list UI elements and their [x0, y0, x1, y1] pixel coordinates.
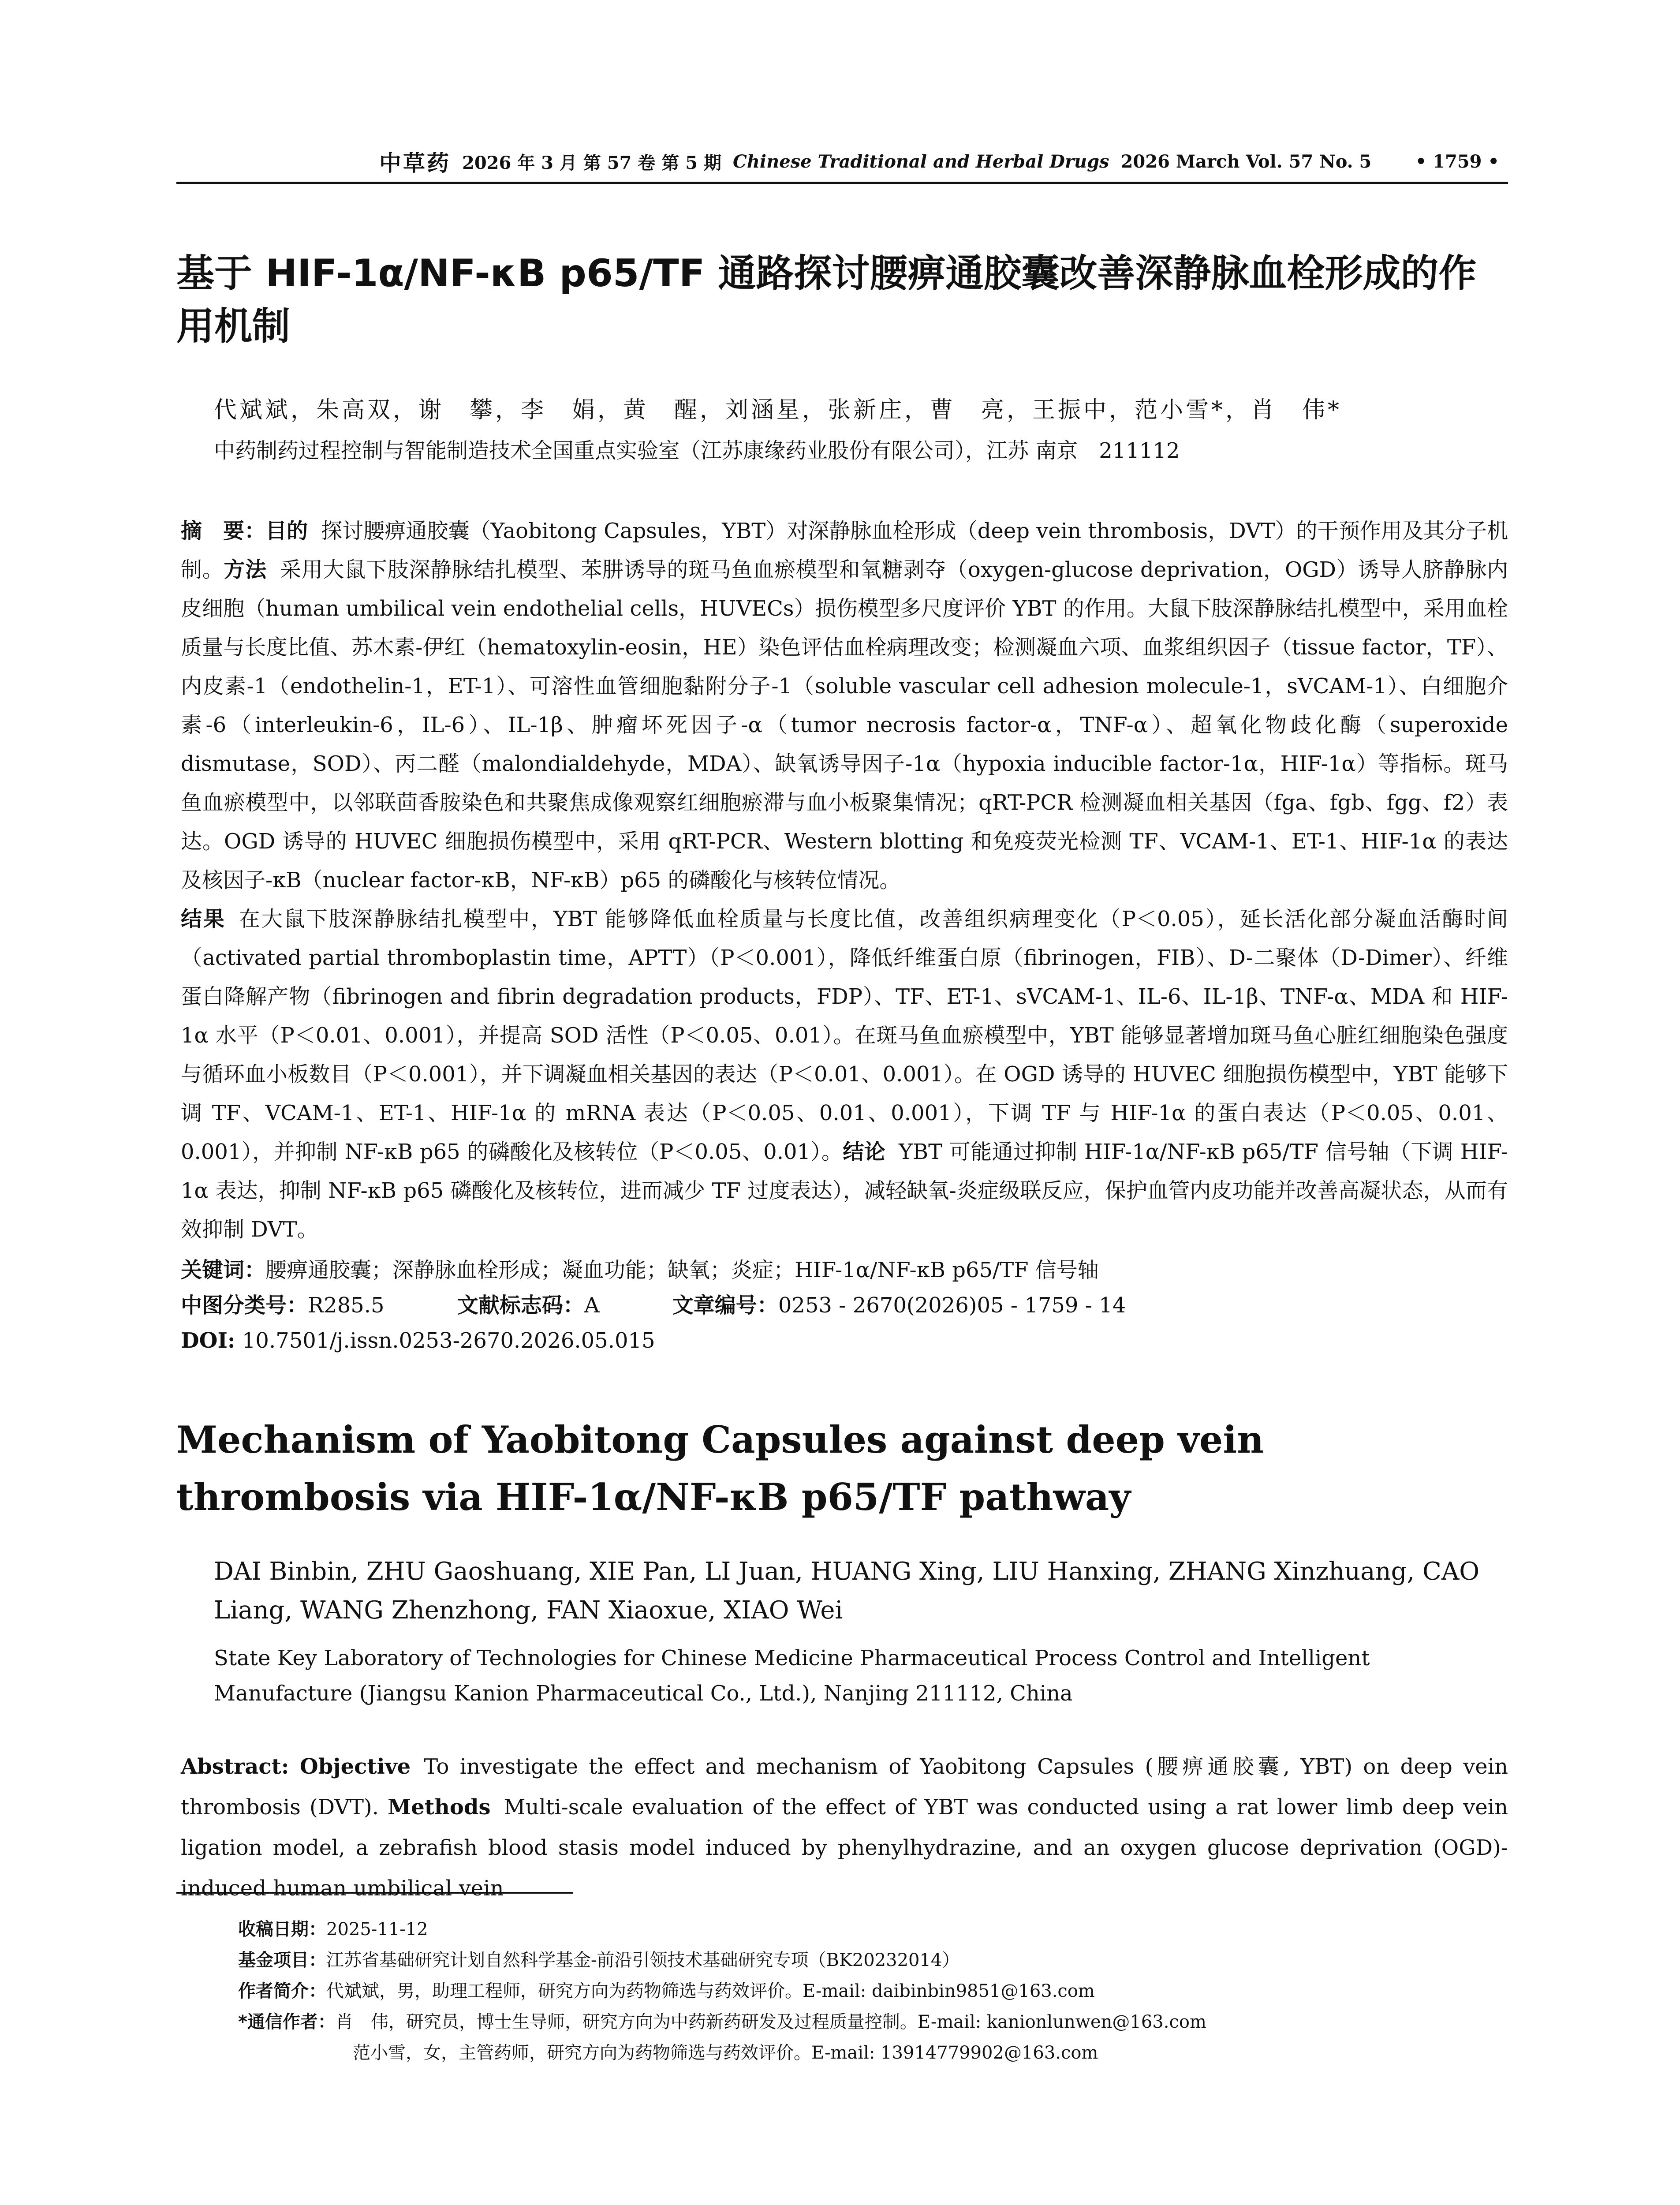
methods-en-text: Multi-scale evaluation of the effect of YBT was conducted using a rat lower limb deep vein ligation model, a zebrafish blood stasis model induced by phenylhydrazine, and an oxygen glucose deprivation (OGD)-induced human umbilical vein	[181, 1795, 1508, 1901]
authors-en: DAI Binbin, ZHU Gaoshuang, XIE Pan, LI Juan, HUANG Xing, LIU Hanxing, ZHANG Xinzhuang, CAO Liang, WANG Zhenzhong, FAN Xiaoxue, XIAO Wei	[214, 1557, 1480, 1625]
received-label: 收稿日期：	[238, 1919, 326, 1940]
abstract-cn-label: 摘 要：	[181, 519, 266, 543]
affiliation-en: State Key Laboratory of Technologies for Chinese Medicine Pharmaceutical Process Control and Intelligent Manufacture (Jiangsu Kanion Pharmaceutical Co., Ltd.), Nanjing 211112, China	[214, 1646, 1370, 1706]
footnote-corresponding-2	[238, 2037, 1508, 2068]
objective-en-text: To investigate the effect and mechanism of Yaobitong Capsules (腰痹通胶囊, YBT) on deep vein thrombosis (DVT).	[181, 1754, 1508, 1820]
conclusion-cn-text: YBT 可能通过抑制 HIF-1α/NF-κB p65/TF 信号轴（下调 HIF-1α 表达，抑制 NF-κB p65 磷酸化及核转位，进而减少 TF 过度表达），减轻缺氧-炎症级联反应，保护血管内皮功能并改善高凝状态，从而有效抑制 DVT。	[181, 1140, 1508, 1242]
results-cn-text: 在大鼠下肢深静脉结扎模型中，YBT 能够降低血栓质量与长度比值，改善组织病理变化（P＜0.05），延长活化部分凝血活酶时间（activated partial thromboplastin time，APTT）（P＜0.001），降低纤维蛋白原（fibrinogen，FIB）、D-二聚体（D-Dimer）、纤维蛋白降解产物（fibrinogen and fibrin degradation products，FDP）、TF、ET-1、sVCAM-1、IL-6、IL-1β、TNF-α、MDA 和 HIF-1α 水平（P＜0.01、0.001），并提高 SOD 活性（P＜0.05、0.01）。在斑马鱼血瘀模型中，YBT 能够显著增加斑马鱼心脏红细胞染色强度与循环血小板数目（P＜0.001），并下调凝血相关基因的表达（P＜0.01、0.001）。在 OGD 诱导的 HUVEC 细胞损伤模型中，YBT 能够下调 TF、VCAM-1、ET-1、HIF-1α 的 mRNA 表达（P＜0.05、0.01、0.001），下调 TF 与 HIF-1α 的蛋白表达（P＜0.05、0.01、0.001），并抑制 NF-κB p65 的磷酸化及核转位（P＜0.05、0.01）。	[181, 907, 1508, 1164]
doi-line	[181, 1323, 1508, 1358]
classification-line	[181, 1288, 1508, 1323]
metadata-cn	[181, 1252, 1508, 1358]
methods-en-label: Methods	[388, 1795, 491, 1820]
corr-author-1: 肖 伟，研究员，博士生导师，研究方向为中药新药研发及过程质量控制。E-mail: kanionlunwen@163.com	[335, 2012, 1206, 2032]
abstract-en	[181, 1746, 1508, 1909]
abstract-en-label: Abstract:	[181, 1754, 289, 1779]
article-no-value: 0253 - 2670(2026)05 - 1759 - 14	[778, 1293, 1126, 1318]
methods-cn-text: 采用大鼠下肢深静脉结扎模型、苯肼诱导的斑马鱼血瘀模型和氧糖剥夺（oxygen-glucose deprivation，OGD）诱导人脐静脉内皮细胞（human umbilical vein endothelial cells，HUVECs）损伤模型多尺度评价 YBT 的作用。大鼠下肢深静脉结扎模型中，采用血栓质量与长度比值、苏木素-伊红（hematoxylin-eosin，HE）染色评估血栓病理改变；检测凝血六项、血浆组织因子（tissue factor，TF）、内皮素-1（endothelin-1，ET-1）、可溶性血管细胞黏附分子-1（soluble vascular cell adhesion molecule-1，sVCAM-1）、白细胞介素-6（interleukin-6，IL-6）、IL-1β、肿瘤坏死因子-α（tumor necrosis factor-α，TNF-α）、超氧化物歧化酶（superoxide dismutase，SOD）、丙二醛（malondialdehyde，MDA）、缺氧诱导因子-1α（hypoxia inducible factor-1α，HIF-1α）等指标。斑马鱼血瘀模型中，以邻联茴香胺染色和共聚焦成像观察红细胞瘀滞与血小板聚集情况；qRT-PCR 检测凝血相关基因（fga、fgb、fgg、f2）表达。OGD 诱导的 HUVEC 细胞损伤模型中，采用 qRT-PCR、Western blotting 和免疫荧光检测 TF、VCAM-1、ET-1、HIF-1α 的表达及核因子-κB（nuclear factor-κB，NF-κB）p65 的磷酸化与核转位情况。	[181, 557, 1508, 893]
doi-value[interactable]: 10.7501/j.issn.0253-2670.2026.05.015	[242, 1328, 655, 1353]
footnote-divider	[176, 1892, 573, 1894]
objective-cn-text: 探讨腰痹通胶囊（Yaobitong Capsules，YBT）对深静脉血栓形成（deep vein thrombosis，DVT）的干预作用及其分子机制。	[181, 519, 1508, 582]
doc-code-value: A	[584, 1293, 600, 1318]
running-header	[176, 141, 1508, 184]
fund-label: 基金项目：	[238, 1950, 326, 1970]
affiliation-cn: 中药制药过程控制与智能制造技术全国重点实验室（江苏康缘药业股份有限公司），江苏 南京 211112	[214, 438, 1180, 463]
keywords-cn-label: 关键词：	[181, 1258, 266, 1282]
article-no-label: 文章编号：	[672, 1293, 778, 1318]
keywords-cn-text: 腰痹通胶囊；深静脉血栓形成；凝血功能；缺氧；炎症；HIF-1α/NF-κB p65/TF 信号轴	[265, 1258, 1099, 1282]
journal-name-en: Chinese Traditional and Herbal Drugs	[733, 151, 1109, 172]
issue-en: 2026 March Vol. 57 No. 5	[1120, 151, 1372, 172]
keywords-cn	[181, 1252, 1508, 1288]
fund-text: 江苏省基础研究计划自然科学基金-前沿引领技术基础研究专项（BK20232014）	[326, 1950, 960, 1970]
clc-label: 中图分类号：	[181, 1293, 308, 1318]
doc-code-label: 文献标志码：	[457, 1293, 584, 1318]
objective-cn-label: 目的	[265, 519, 308, 543]
footnote-fund	[238, 1945, 1508, 1976]
objective-en-label: Objective	[299, 1754, 411, 1779]
corr-author-2: 范小雪，女，主管药师，研究方向为药物筛选与药效评价。E-mail: 13914779902@163.com	[353, 2043, 1098, 2063]
authors-cn: 代斌斌，朱高双，谢 攀，李 娟，黄 醒，刘涵星，张新庄，曹 亮，王振中，范小雪*，肖 伟*	[214, 397, 1342, 423]
footnote-corresponding	[238, 2007, 1508, 2037]
issue-cn: 2026 年 3 月 第 57 卷 第 5 期	[462, 152, 721, 173]
page-number: • 1759 •	[1415, 151, 1499, 172]
footnote-received	[238, 1914, 1508, 1945]
footnotes	[238, 1914, 1508, 2068]
corr-label: *通信作者：	[238, 2012, 336, 2032]
conclusion-cn-label: 结论	[843, 1140, 886, 1164]
journal-logo-cn: 中草药	[379, 150, 451, 176]
footnote-bio	[238, 1976, 1508, 2007]
clc-value: R285.5	[308, 1293, 385, 1318]
title-en: Mechanism of Yaobitong Capsules against deep vein thrombosis via HIF-1α/NF-κB p65/TF pathway	[176, 1418, 1264, 1519]
doi-label: DOI:	[181, 1328, 235, 1353]
bio-label: 作者简介：	[238, 1981, 326, 2001]
title-cn: 基于 HIF-1α/NF-κB p65/TF 通路探讨腰痹通胶囊改善深静脉血栓形成的作用机制	[176, 251, 1477, 348]
results-cn-label: 结果	[181, 907, 226, 931]
received-date: 2025-11-12	[326, 1919, 428, 1940]
bio-text: 代斌斌，男，助理工程师，研究方向为药物筛选与药效评价。E-mail: daibinbin9851@163.com	[326, 1981, 1095, 2001]
abstract-cn	[181, 512, 1508, 1249]
header-journal-info	[379, 146, 1371, 177]
methods-cn-label: 方法	[224, 557, 267, 582]
